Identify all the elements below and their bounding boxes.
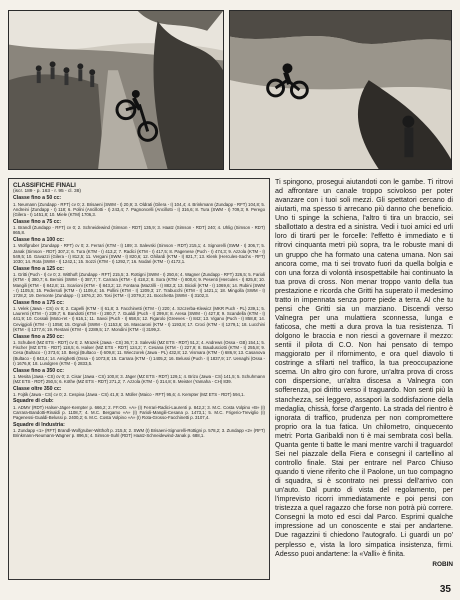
results-box bbox=[8, 178, 270, 580]
results-section-title: Classe fino a 75 cc: bbox=[13, 218, 62, 225]
article-author: ROBIN bbox=[432, 560, 453, 568]
photo-rider-track bbox=[229, 10, 452, 170]
results-section-title: Classe fino a 50 cc: bbox=[13, 195, 62, 202]
page-number: 35 bbox=[439, 584, 451, 595]
results-title: CLASSIFICHE FINALI bbox=[13, 182, 76, 189]
results-meta: (iscr. 189 - p. 163 - r. 95 - cl. 38) bbox=[13, 189, 81, 194]
results-section-text: 1. Gritti (Puch - I) cv 0; 2. Witthoft (Zundapp - RFT) 215,5; 3. Rottigni (SWM - I) 250,6; 4. Wagner (Zundapp - RFT) 326,5; 5. Farioli (KTM - I) 380,7; 6. Bernini (SWM - I) 387,7; 7. Carrara (KTM - I) 418,2; 8. Sora (KTM - I) 800,6; 9. Pesenti (Hercules - I) 825,8; 10. Mangili (KTM - I) 842,8; 11. Scarioni (KTM - I) 843,2; 12. Fontana (Mazzilli - I) 882,3; 13. Bicioli (KTM - I) 1069,6; 14. Rubini (SWM - I) 1105,5; 15. Pedersoli (KTM - I) 1109,4; 16. Pollini (KTM - I) 1209,3; 17. Trabucchi (KTM - I) 1421,1; 18. Mingolla (SWM - I) 1728,2; 19. Demonte (Zundapp - I) 1876,2; 20. Tosi (KTM - I) 2079,2; 21. Bocchetta (SWM - I) 3102,3. bbox=[13, 271, 265, 299]
results-section-text: 1. Velek (Jawa - CS) cv 0; 2. Capelli (KTM - I) 61,8; 3. Facchinetti (KTM - I) 220; 4. Szczerba-Klewicz (MKR Puch - PL) 239,1; 5. Laurenti (KTM - I) 239,7; 6. Bandotti (KTM - I) 280,7; 7. Gualdi (Puch - I) 299,8; 8. Aresa (SWM - I) 427,8; 9. Scandella (KTM - I) 441,9; 10. Cossali (Moto-ret - I) 616,1; 11. Savoi (Puch - I) 658,5; 12. Figarolo (Greeves - I) 842; 13. Vigano (Puch - I) 858,8; 14. Ceviggioli (KTM - I) 1058; 15. Orgnoli (SWM - I) 1153,6; 16. Mascaroni (KTM - I) 1193,8; 17. Croci (KTM - I) 1279,1; 18. Lucchini (KTM - I) 1377,6; 19. Restani (KTM - I) 2289,5; 17. Mondini (KTM - I) 3199,2. bbox=[13, 305, 265, 333]
results-section-text: 1. Fojtik (Jawa - CS) cv 0; 2. Cespiva (Jawa - CS) 41,9; 3. Müller (Maico - RFT) 95,6; 4. Kempter (MZ ETS - RDT) 594,1. bbox=[13, 391, 245, 397]
results-section-text: 1. ADMV (RDT) Halser-Jäger-Kempter p. 666,2; 2. FF.OO. «A» (I) Ferrari-Radici-Laurenti p. 842,2; 3. M.C. Costa Volpino «B» (I) Carrara-Bandotti-Rinaldi p. 1108,7; 4. M.C. Bergamo «A» (I) Farioli-Mangili-Cesana p. 1473,1; 5. M.C. Frigerio-Treviglio (I) Pagenessi-Gualdi-Belussi p. 2400,2; 6. M.C. Costa Volpino «A» (I) Rota-Grosso-Facchinetti p. 3107,4. bbox=[13, 404, 265, 421]
results-section-title: Classe fino a 250 cc: bbox=[13, 333, 65, 340]
results-section-text: 1. Mesita (Jawa - CS) cv 0; 2. Cisar (Jawa - CS) 100,8; 3. Jäger (MZ ETS - RDT) 129,1; 4. Brizo (Jawa - CS) 141,5; 5. Schuhmann (MZ ETS - RDT) 250,5; 6. Köthe (MZ ETS - RDT) 271,2; 7. Azzola (KTM - I) 314,8; 8. Meister (Yamaha - CH) 839. bbox=[13, 373, 265, 385]
results-section-text: 1. Wolfgruber (Zundapp - RFT) cv 0; 2. Ferrari (KTM - I) 189; 3. Salevski (Simson - RDT) 215,1; 4. Signorelli (SWM - I) 306,7; 5. Janak (Simson - RDT) 307,2; 6. Tura (KTM - I) 413,2; 7. Radici (KTM - I) 417,5; 8. Pagenese (Puch - I) 474,3; 9. Azzola (KTM - I) 549,5; 10. Gavazzi (Gilera - I) 812,5; 11. Vergani (SWM - I) 820,6; 12. Ghilardi (KTM - I) 821,7; 13. Klenk (Hercules-Sachs - RFT) 1030; 14. Rota (SWM - I) 1242,1; 15. Sozzi (KTM - I) 1292,7; 16. Nodari (KTM - I) 4172,1. bbox=[13, 243, 265, 265]
results-section-text: 1. Schubert (MZ ETS - RDT) cv 0; 2. Mrazek (Jawa - CS) 36,7; 3. Salevski (MZ ETS - RDT) 51,2; 4. Andrews (Ossa - GB) 154,1; 5. Fischer (MZ ETS - RDT) 118,5; 6. Halser (MZ ETS - RDT) 124,2; 7. Cesana (KTM - I) 227,9; 8. Baudusciotti (KTM - I) 255,8; 9. Cesa (Bultaco - I) 373,6; 10. Bergi (Bultaco - I) 609,8; 11. Wieczorek (Jawa - PL) 432,8; 12. Vismara (KTM - I) 686,9; 13. Casanova (Bultaco - I) 843,4; 14. Amighetti (Ossa - I) 1073,8; 15. Carrara (KTM - I) 1405,2; 16. Belussi (Puch - I) 1837,9; 17. Uenaghi (Ossa - I) 1676,9; 18. Lundgren (KTM - I) 2833,5. bbox=[13, 339, 265, 367]
article-body: Ti spingono, prosegui aiutandoti con le gambe. Ti ritrovi ad affrontare un canale troppo scivoloso per poter avanzare con i tuoi soli mezzi. Gli spettatori cercano di aiutarti, ma spesso ti arrecano più danno che beneficio. Uno ti spinge la schiena, l'altro ti tira un braccio, sei sballottato a destra ed a sinistra. Vedi i tuoi amici ed urli loro di tirarti per le forcelle: l'effetto è immediato e ti ritrovi cinquanta metri più sopra, tra le robuste mani di un gruppo che ha formato una catena umana. Non sai ancora come, ma ti sei trovato fuori da quella bolgia e con una forza di volontà insospettabile hai continuato la tua prova di cross. Non menar troppo vanto della tua prestazione e ricorda che Gritti ha superato il medesimo tratto in impennata senza porre piede a terra. Al che tu pensi che Gritti sia un marziano. Discendi verso Valnegra per una mulattiera sconnessa, lunga e faticosa, che metti a dura prova la tua resistenza. Ti dolgono le braccia e non riesci a governare il mezzo: sentii il pilota di C.O. Non hai pensato di tempo maggiorato per il rifornimento, e ora quel diavolo ti costringe a sfilarti nel traffico, la tua preoccupazione scema. Un altro giro con furore, un'altra prova di cross con dispersione, un'altra discesa a Valnegra con sofferenza, poi diritto verso il traguardo. Non senti più la stanchezza, sei leggero, assapori la soddisfazione della medaglia, chissà, forse d'argento. La strada del rientro è ignorata di traffico, prudenza per non compromettere proprio ora la tua fatica. Un chilometro, cinquecento metri: Porta Garibaldi non ti è mai sembrata così bella. Quanta gente ti batte le mani mentre varchi il traguardo! Sei nel piazzale della Fiera e consegni il cartellino al controllo finale. Stai per entrare nel Parco Chiuso quando ti viene riferito che il Paolone, un tuo compagno di squadra, si è scontrato nei pressi dell'arrivo con un'auto. Dal punto di vista del regolamento, per l'imprevisto ricorri immediatamente e poi pensi con tristezza a quel ragazzo che forse non potrà più correre. Consegni la moto ed esci dal Parco. Esprimi qualche impressione ad un conoscente e stai per andartene. Due ragazzini ti chiedono l'autografo. Li guardi un po' perplesso e, vista la loro simpatica insistenza, firmi. Adesso puoi andartene: la «Valli» è finita. bbox=[275, 178, 453, 558]
article-column bbox=[275, 178, 453, 580]
results-section-title: Squadre di Industria: bbox=[13, 421, 65, 428]
results-section-title: Classe fino a 175 cc: bbox=[13, 299, 65, 306]
results-section-text: 1. Brandl (Zundapp - RFT) cv 0; 2. Schneidewind (Simson - RDT) 135,9; 3. Haatz (Simson - RDT) 240; 4. Uhlig (Simson - RDT) 865,8. bbox=[13, 225, 265, 236]
results-section-text: 1. Neumann (Zundapp - RFT) cv 0; 2. Brisaeni (SWM - I) 20,9; 3. Oldrati (Gilera - I) 104,4; 4. Brinkmann (Zundapp - RFT) 104,8; 5. Andreini (Zundapp - I) 118; 6. Polini (Ancillotti - I) 243,4; 7. Pagnoncelli (Ancillotti - I) 316,6; 8. Tura (SWM - I) 709,3; 9. Perego (Gilera - I) 1451,8; 10. Miele (KTM) 1706,3. bbox=[13, 201, 265, 218]
results-section-title: Classe oltre 350 cc: bbox=[13, 385, 62, 392]
results-section-title: Squadre di club: bbox=[13, 398, 54, 405]
results-section-text: 1. Zundapp «1» (RFT) Brandl-Wolfgruber-Witthoft p. 215,5; 2. SWM (I) Brisaeni-Signorelli-Rottigni p. 578,2; 3. Zundapp «2» (RFT) Brinkmann-Neumann-Wagner p. 896,5; 4. Simson-Suhl (RDT) Haatz-Schneidewind-Janak p. 688,1. bbox=[13, 428, 265, 439]
results-section-title: Classe fino a 350 cc: bbox=[13, 367, 65, 374]
results-section-title: Classe fino a 100 cc: bbox=[13, 236, 65, 243]
results-section-title: Classe fino a 125 cc: bbox=[13, 265, 65, 272]
photo-riders-spectators bbox=[8, 10, 224, 170]
